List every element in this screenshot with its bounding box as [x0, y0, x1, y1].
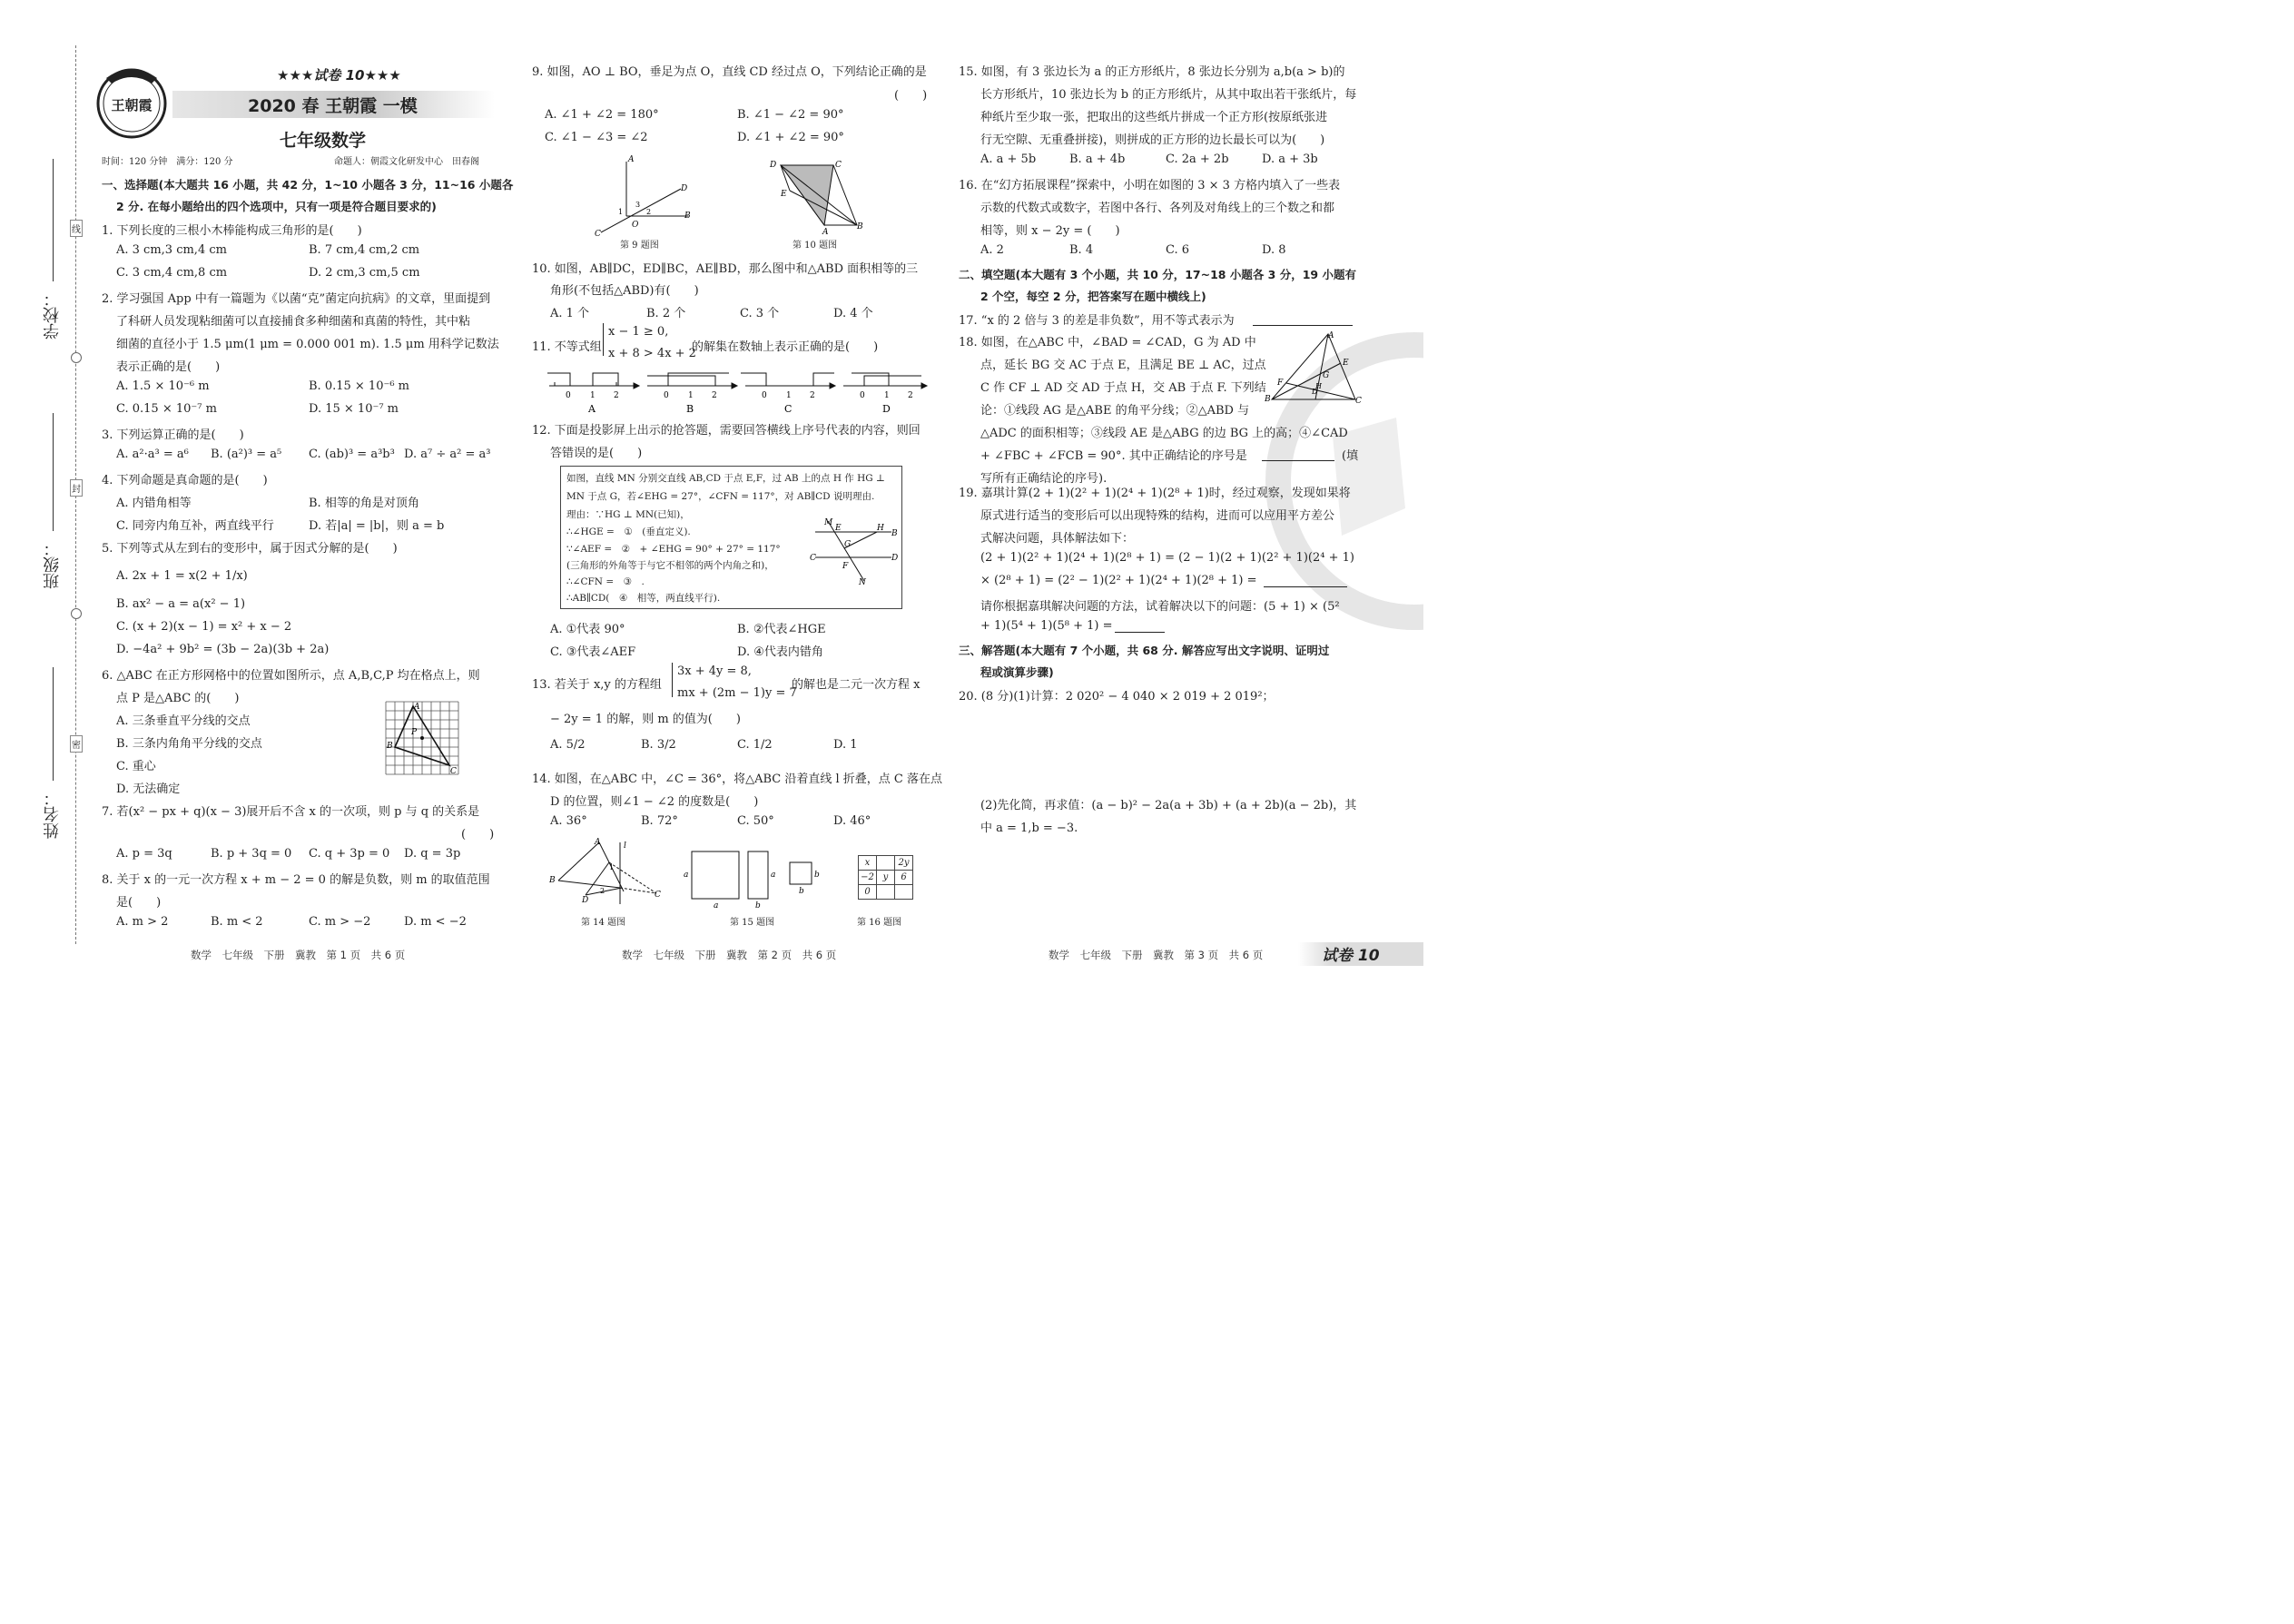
q18-line: + ∠FBC + ∠FCB = 90°. 其中正确结论的序号是 [980, 449, 1247, 463]
section2-heading-2: 2 个空，每空 2 分，把答案写在题中横线上) [980, 290, 1206, 303]
q19-line: + 1)(5⁴ + 1)(5⁸ + 1) = [980, 619, 1113, 633]
q9-answer-paren[interactable]: ( ) [894, 89, 928, 103]
q12-box-line: ∴∠CFN = ③ . [566, 576, 645, 587]
q3-option-d[interactable]: D. a⁷ ÷ a² = a³ [404, 448, 491, 461]
q15-fig-caption: 第 15 题图 [730, 918, 775, 928]
svg-text:A: A [595, 838, 601, 847]
q4-option-c[interactable]: C. 同旁内角互补，两直线平行 [116, 519, 274, 533]
q11-tick-label: 1 [688, 391, 694, 400]
svg-text:B: B [857, 222, 863, 231]
magic-square-cell: x [859, 856, 877, 871]
svg-text:a: a [771, 871, 776, 880]
q16-option-b[interactable]: B. 4 [1069, 243, 1094, 257]
exam-title: 2020 春 王朝霞 一模 [248, 96, 418, 116]
q11-tick-label: 0 [664, 391, 669, 400]
q11-tick-label: 2 [712, 391, 717, 400]
section1-heading-2: 2 分. 在每小题给出的四个选项中，只有一项是符合题目要求的) [116, 200, 437, 213]
svg-text:2: 2 [646, 208, 652, 216]
q14-option-a[interactable]: A. 36° [550, 814, 587, 828]
q10-option-d[interactable]: D. 4 个 [833, 307, 873, 320]
magic-square-cell: −2 [859, 871, 877, 885]
svg-text:A: A [1328, 331, 1334, 340]
q19-line: × (2⁸ + 1) = (2² − 1)(2² + 1)(2⁴ + 1)(2⁸ + 1) = [980, 574, 1257, 587]
q3-option-c[interactable]: C. (ab)³ = a³b³ [309, 448, 395, 461]
svg-text:E: E [1343, 359, 1349, 368]
q15-stem-2: 长方形纸片，10 张边长为 b 的正方形纸片，从其中取出若干张纸片，每 [980, 88, 1357, 102]
q18-line: 点，延长 BG 交 AC 于点 E，且满足 BE ⊥ AC，过点 [980, 359, 1266, 372]
q11-option-label-a: A [588, 403, 596, 415]
svg-text:A: A [414, 703, 420, 712]
svg-text:2: 2 [600, 887, 605, 895]
svg-text:E: E [781, 190, 787, 199]
q8-stem-2: 是( ) [116, 896, 162, 910]
q6-option-d[interactable]: D. 无法确定 [116, 782, 181, 796]
q11-option-label-c: C [784, 403, 793, 415]
section3-heading-2: 程或演算步骤) [980, 665, 1054, 679]
q12-option-d[interactable]: D. ④代表内错角 [737, 645, 823, 659]
svg-text:a: a [714, 901, 719, 910]
q5-stem: 5. 下列等式从左到右的变形中，属于因式分解的是( ) [102, 542, 398, 556]
q3-stem: 3. 下列运算正确的是( ) [102, 428, 244, 442]
q6-stem-1: 6. △ABC 在正方形网格中的位置如图所示，点 A,B,C,P 均在格点上，则 [102, 669, 480, 683]
svg-text:D: D [1312, 388, 1318, 396]
q3-option-b[interactable]: B. (a²)³ = a⁵ [211, 448, 282, 461]
svg-text:C: C [810, 554, 816, 563]
seal-mark-mi: 密 [70, 735, 83, 753]
binding-hole-icon [71, 608, 82, 619]
q12-option-c[interactable]: C. ③代表∠AEF [550, 645, 636, 659]
q15-option-a[interactable]: A. a + 5b [980, 153, 1037, 166]
magic-square-cell [895, 885, 913, 900]
q9-stem: 9. 如图，AO ⊥ BO，垂足为点 O，直线 CD 经过点 O，下列结论正确的是 [532, 65, 927, 79]
q8-stem-1: 8. 关于 x 的一元一次方程 x + m − 2 = 0 的解是负数，则 m 的取值范围 [102, 873, 490, 887]
q2-stem-1: 2. 学习强国 App 中有一篇题为《以菌“克”菌定向抗病》的文章，里面提到 [102, 292, 491, 306]
q8-option-c[interactable]: C. m > −2 [309, 915, 371, 929]
q20-part1: 20. (8 分)(1)计算：2 020² − 4 040 × 2 019 + 2 019²； [959, 690, 1275, 704]
q14-option-d[interactable]: D. 46° [833, 814, 871, 828]
svg-text:B: B [387, 742, 393, 751]
q16-option-a[interactable]: A. 2 [980, 243, 1004, 257]
svg-text:N: N [859, 578, 866, 586]
footer-corner-label: 试卷 10 [1322, 947, 1380, 965]
q12-box-line: 理由：∵HG ⊥ MN(已知)， [566, 509, 690, 520]
svg-text:b: b [799, 887, 804, 896]
svg-text:B: B [891, 529, 898, 538]
q19-answer-blank-2[interactable] [1115, 632, 1165, 633]
q7-stem: 7. 若(x² − px + q)(x − 3)展开后不含 x 的一次项，则 p 与 q 的关系是 [102, 805, 480, 819]
section1-heading: 一、选择题(本大题共 16 小题，共 42 分，1~10 小题各 3 分，11~16 小题各 [102, 178, 514, 192]
svg-text:G: G [844, 540, 852, 549]
q8-option-a[interactable]: A. m > 2 [116, 915, 169, 929]
q18-line: 18. 如图，在△ABC 中，∠BAD = ∠CAD，G 为 AD 中 [959, 336, 1256, 349]
q15-stem-1: 15. 如图，有 3 张边长为 a 的正方形纸片，8 张边长分别为 a,b(a > b)的 [959, 65, 1345, 79]
q2-option-b[interactable]: B. 0.15 × 10⁻⁶ m [309, 379, 409, 393]
q11-system-1: x − 1 ≥ 0, [608, 325, 669, 339]
school-label: 学校： [43, 290, 62, 340]
q7-option-c[interactable]: C. q + 3p = 0 [309, 847, 390, 861]
q15-stem-3: 种纸片至少取一张，把取出的这些纸片拼成一个正方形(按原纸张进 [980, 111, 1328, 124]
q11-tick-label: 1 [786, 391, 792, 400]
q18-tail: (填 [1342, 449, 1359, 463]
q1-option-d[interactable]: D. 2 cm,3 cm,5 cm [309, 266, 420, 280]
q5-option-d[interactable]: D. −4a² + 9b² = (3b − 2a)(3b + 2a) [116, 643, 330, 656]
school-blank[interactable] [53, 159, 54, 281]
svg-text:l: l [624, 842, 626, 851]
q18-line: △ADC 的面积相等；③线段 AE 是△ABG 的边 BG 上的高；④∠CAD [980, 427, 1348, 440]
svg-text:D: D [582, 896, 589, 905]
svg-text:F: F [1277, 379, 1284, 388]
q2-option-a[interactable]: A. 1.5 × 10⁻⁶ m [116, 379, 210, 393]
q12-box-line: ∵∠AEF = ② + ∠EHG = 90° + 27° = 117° [566, 544, 781, 555]
q19-line: 原式进行适当的变形后可以出现特殊的结构，进而可以应用平方差公 [980, 509, 1335, 523]
q6-option-b[interactable]: B. 三条内角角平分线的交点 [116, 737, 262, 751]
svg-text:E: E [835, 524, 842, 533]
q11-tick-label: 2 [908, 391, 913, 400]
q10-stem-2: 角形(不包括△ABD)有( ) [550, 284, 699, 298]
q11-tick-label: 0 [762, 391, 767, 400]
svg-text:O: O [632, 221, 639, 230]
q1-option-a[interactable]: A. 3 cm,3 cm,4 cm [116, 243, 227, 257]
svg-text:1: 1 [618, 208, 624, 216]
svg-text:a: a [684, 871, 689, 880]
q18-figure [1265, 329, 1364, 407]
q6-option-a[interactable]: A. 三条垂直平分线的交点 [116, 714, 251, 728]
q19-line: 请你根据嘉琪解决问题的方法，试着解决以下的问题：(5 + 1) × (5² [980, 600, 1340, 614]
q9-option-c[interactable]: C. ∠1 − ∠3 = ∠2 [545, 131, 648, 144]
q8-option-b[interactable]: B. m < 2 [211, 915, 263, 929]
q19-answer-blank-1[interactable] [1264, 586, 1347, 587]
seal-mark-xian: 线 [70, 220, 83, 237]
q12-figure [808, 516, 899, 586]
author-info: 命题人：朝霞文化研发中心 田春阁 [334, 157, 479, 167]
q6-stem-2: 点 P 是△ABC 的( ) [116, 692, 240, 705]
q16-stem-2: 示数的代数式或数字，若图中各行、各列及对角线上的三个数之和都 [980, 202, 1335, 215]
q14-fig-caption: 第 14 题图 [581, 918, 626, 928]
q7-option-a[interactable]: A. p = 3q [116, 847, 172, 861]
q13-option-b[interactable]: B. 3/2 [641, 738, 676, 752]
q20-answer-area-1[interactable] [980, 708, 1362, 790]
q12-box-line: 如图，直线 MN 分别交直线 AB,CD 于点 E,F，过 AB 上的点 H 作 HG ⊥ [566, 473, 885, 484]
footer-page-2: 数学 七年级 下册 冀教 第 2 页 共 6 页 [622, 949, 837, 961]
q2-option-d[interactable]: D. 15 × 10⁻⁷ m [309, 402, 399, 416]
svg-text:A: A [628, 155, 635, 164]
q20-answer-area-2[interactable] [980, 840, 1362, 940]
q11-stem-pre: 11. 不等式组 [532, 340, 602, 354]
q5-option-c[interactable]: C. (x + 2)(x − 1) = x² + x − 2 [116, 620, 292, 634]
q9-figure [590, 153, 699, 239]
magic-square-cell [877, 856, 895, 871]
q11-tick-label: 2 [614, 391, 619, 400]
badge: ★★★试卷 10★★★ [277, 67, 401, 84]
q12-box-line: MN 于点 G，若∠EHG = 27°，∠CFN = 117°，对 AB∥CD 说明理由. [566, 491, 875, 502]
magic-square-cell: 0 [859, 885, 877, 900]
q13-system-1: 3x + 4y = 8, [677, 664, 752, 678]
q12-stem-1: 12. 下面是投影屏上出示的抢答题，需要回答横线上序号代表的内容，则回 [532, 424, 921, 438]
svg-text:C: C [1355, 397, 1362, 406]
svg-text:C: C [450, 767, 457, 776]
q1-option-b[interactable]: B. 7 cm,4 cm,2 cm [309, 243, 420, 257]
q16-option-c[interactable]: C. 6 [1166, 243, 1190, 257]
q15-option-c[interactable]: C. 2a + 2b [1166, 153, 1229, 166]
q18-line: 论：①线段 AG 是△ABE 的角平分线；②△ABD 与 [980, 404, 1250, 418]
q19-line: (2 + 1)(2² + 1)(2⁴ + 1)(2⁸ + 1) = (2 − 1)(2 + 1)(2² + 1)(2⁴ + 1) [980, 551, 1354, 565]
q17-answer-blank[interactable] [1253, 325, 1353, 326]
q4-option-a[interactable]: A. 内错角相等 [116, 497, 192, 510]
svg-text:H: H [877, 524, 884, 533]
q9-option-d[interactable]: D. ∠1 + ∠2 = 90° [737, 131, 844, 144]
q11-tick-label: 0 [860, 391, 865, 400]
q1-stem: 1. 下列长度的三根小木棒能构成三角形的是( ) [102, 224, 362, 238]
q2-stem-3: 细菌的直径小于 1.5 μm(1 μm = 0.000 001 m). 1.5 μm 用科学记数法 [116, 338, 499, 351]
q9-fig-caption: 第 9 题图 [620, 241, 659, 251]
time-info: 时间：120 分钟 满分：120 分 [102, 157, 233, 167]
q20-part2: (2)先化简，再求值：(a − b)² − 2a(a + 3b) + (a + 2b)(a − 2b)，其 [980, 799, 1357, 812]
q6-grid-figure [381, 697, 465, 779]
section2-heading: 二、填空题(本大题有 3 个小题，共 10 分，17~18 小题各 3 分，19 小题有 [959, 268, 1356, 281]
q9-option-b[interactable]: B. ∠1 − ∠2 = 90° [737, 108, 844, 122]
name-blank[interactable] [53, 667, 54, 781]
q11-stem-post: 的解集在数轴上表示正确的是( ) [692, 340, 879, 354]
q14-option-c[interactable]: C. 50° [737, 814, 774, 828]
magic-square-cell: 6 [895, 871, 913, 885]
q10-figure [763, 154, 871, 236]
svg-text:D: D [681, 184, 688, 193]
q2-stem-2: 了科研人员发现粘细菌可以直接捕食多种细菌和真菌的特性，其中粘 [116, 315, 471, 329]
q13-stem-pre: 13. 若关于 x,y 的方程组 [532, 678, 662, 692]
q13-option-d[interactable]: D. 1 [833, 738, 858, 752]
q14-stem-1: 14. 如图，在△ABC 中，∠C = 36°，将△ABC 沿着直线 l 折叠，点 C 落在点 [532, 773, 942, 786]
q12-box-line: ∴AB∥CD( ④ 相等，两直线平行). [566, 593, 721, 604]
q11-system-2: x + 8 > 4x + 2 [608, 347, 696, 360]
q18-line: C 作 CF ⊥ AD 交 AD 于点 H，交 AB 于点 F. 下列结 [980, 381, 1266, 395]
seal-mark-feng: 封 [70, 479, 83, 497]
q13-stem-2: − 2y = 1 的解，则 m 的值为( ) [550, 713, 741, 726]
svg-text:b: b [814, 871, 820, 880]
q12-box-line: ∴∠HGE = ① (垂直定义). [566, 527, 691, 537]
q4-stem: 4. 下列命题是真命题的是( ) [102, 474, 268, 487]
q15-stem-4: 行无空隙、无重叠拼接)，则拼成的正方形的边长最长可以为( ) [980, 133, 1325, 147]
q11-tick-label: 1 [884, 391, 890, 400]
svg-text:1: 1 [609, 863, 615, 871]
svg-text:D: D [891, 554, 899, 563]
q4-option-b[interactable]: B. 相等的角是对顶角 [309, 497, 419, 510]
logo-icon [94, 60, 170, 142]
q16-magic-square [858, 855, 913, 900]
svg-text:M: M [824, 518, 833, 527]
q10-option-c[interactable]: C. 3 个 [740, 307, 780, 320]
q13-option-a[interactable]: A. 5/2 [550, 738, 586, 752]
q15-figure [681, 844, 826, 910]
q16-stem-3: 相等，则 x − 2y = ( ) [980, 224, 1120, 238]
q15-option-b[interactable]: B. a + 4b [1069, 153, 1126, 166]
svg-text:B: B [549, 876, 556, 885]
q10-option-a[interactable]: A. 1 个 [550, 307, 590, 320]
q16-stem-1: 16. 在“幻方拓展课程”探索中，小明在如图的 3 × 3 方格内填入了一些表 [959, 179, 1341, 192]
q14-option-b[interactable]: B. 72° [641, 814, 678, 828]
q19-line: 式解决问题，具体解法如下： [980, 532, 1135, 546]
q13-system-2: mx + (2m − 1)y = 7 [677, 686, 797, 700]
svg-text:B: B [684, 212, 691, 221]
q8-option-d[interactable]: D. m < −2 [404, 915, 467, 929]
q6-option-c[interactable]: C. 重心 [116, 760, 156, 773]
binding-hole-icon [71, 352, 82, 363]
q4-option-d[interactable]: D. 若|a| = |b|，则 a = b [309, 519, 445, 533]
q11-option-label-b: B [686, 403, 694, 415]
q2-option-c[interactable]: C. 0.15 × 10⁻⁷ m [116, 402, 217, 416]
q15-option-d[interactable]: D. a + 3b [1262, 153, 1318, 166]
svg-text:G: G [1323, 371, 1330, 380]
footer-page-1: 数学 七年级 下册 冀教 第 1 页 共 6 页 [191, 949, 406, 961]
svg-text:P: P [411, 728, 418, 737]
q18-last: 写所有正确结论的序号). [980, 472, 1108, 486]
q12-option-b[interactable]: B. ②代表∠HGE [737, 623, 826, 636]
q11-number-lines [547, 368, 929, 415]
q5-option-a[interactable]: A. 2x + 1 = x(2 + 1/x) [116, 569, 248, 583]
svg-text:F: F [842, 562, 849, 571]
magic-square-cell [877, 885, 895, 900]
q11-tick-label: 1 [590, 391, 596, 400]
svg-text:A: A [822, 228, 829, 236]
svg-text:b: b [755, 901, 761, 910]
q16-fig-caption: 第 16 题图 [857, 918, 902, 928]
section3-heading: 三、解答题(本大题有 7 个小题，共 68 分. 解答应写出文字说明、证明过 [959, 644, 1330, 657]
q14-stem-2: D 的位置，则∠1 − ∠2 的度数是( ) [550, 795, 759, 809]
q11-tick-label: 2 [810, 391, 815, 400]
magic-square-cell: 2y [895, 856, 913, 871]
q16-option-d[interactable]: D. 8 [1262, 243, 1286, 257]
name-label: 姓名： [43, 790, 62, 839]
q18-answer-blank[interactable] [1262, 460, 1334, 461]
q9-option-a[interactable]: A. ∠1 + ∠2 = 180° [545, 108, 659, 122]
q7-option-b[interactable]: B. p + 3q = 0 [211, 847, 292, 861]
q14-figure [549, 837, 667, 911]
q19-line: 19. 嘉琪计算(2 + 1)(2² + 1)(2⁴ + 1)(2⁸ + 1)时，经过观察，发现如果将 [959, 487, 1351, 500]
logo-text: 王朝霞 [111, 97, 153, 113]
q10-stem-1: 10. 如图，AB∥DC，ED∥BC，AE∥BD，那么图中和△ABD 面积相等的三 [532, 262, 919, 276]
q1-option-c[interactable]: C. 3 cm,4 cm,8 cm [116, 266, 228, 280]
svg-text:C: C [595, 230, 601, 239]
svg-text:H: H [1315, 382, 1322, 390]
q7-answer-paren[interactable]: ( ) [461, 828, 495, 842]
q5-option-b[interactable]: B. ax² − a = a(x² − 1) [116, 597, 246, 611]
q3-option-a[interactable]: A. a²·a³ = a⁶ [116, 448, 189, 461]
q20-part2-cont: 中 a = 1,b = −3. [980, 822, 1078, 835]
svg-text:D: D [770, 161, 777, 170]
magic-square-cell: y [877, 871, 895, 885]
class-label: 班级： [43, 540, 62, 589]
class-blank[interactable] [53, 413, 54, 531]
q13-stem-post: 的解也是二元一次方程 x [792, 678, 921, 692]
q17-stem: 17. “x 的 2 倍与 3 的差是非负数”，用不等式表示为 [959, 314, 1235, 328]
q10-fig-caption: 第 10 题图 [793, 241, 838, 251]
subject-title: 七年级数学 [280, 131, 367, 151]
q11-option-label-d: D [882, 403, 891, 415]
q2-stem-4: 表示正确的是( ) [116, 360, 221, 374]
q12-box-line: (三角形的外角等于与它不相邻的两个内角之和)， [566, 560, 774, 571]
q10-option-b[interactable]: B. 2 个 [646, 307, 686, 320]
q13-option-c[interactable]: C. 1/2 [737, 738, 773, 752]
svg-text:3: 3 [635, 201, 641, 209]
q11-tick-label: 0 [566, 391, 571, 400]
q12-option-a[interactable]: A. ①代表 90° [550, 623, 625, 636]
q12-stem-2: 答错误的是( ) [550, 447, 643, 460]
q7-option-d[interactable]: D. q = 3p [404, 847, 461, 861]
svg-text:B: B [1265, 395, 1271, 404]
footer-page-3: 数学 七年级 下册 冀教 第 3 页 共 6 页 [1049, 949, 1264, 961]
svg-text:C: C [835, 161, 842, 170]
svg-text:C: C [655, 891, 661, 900]
